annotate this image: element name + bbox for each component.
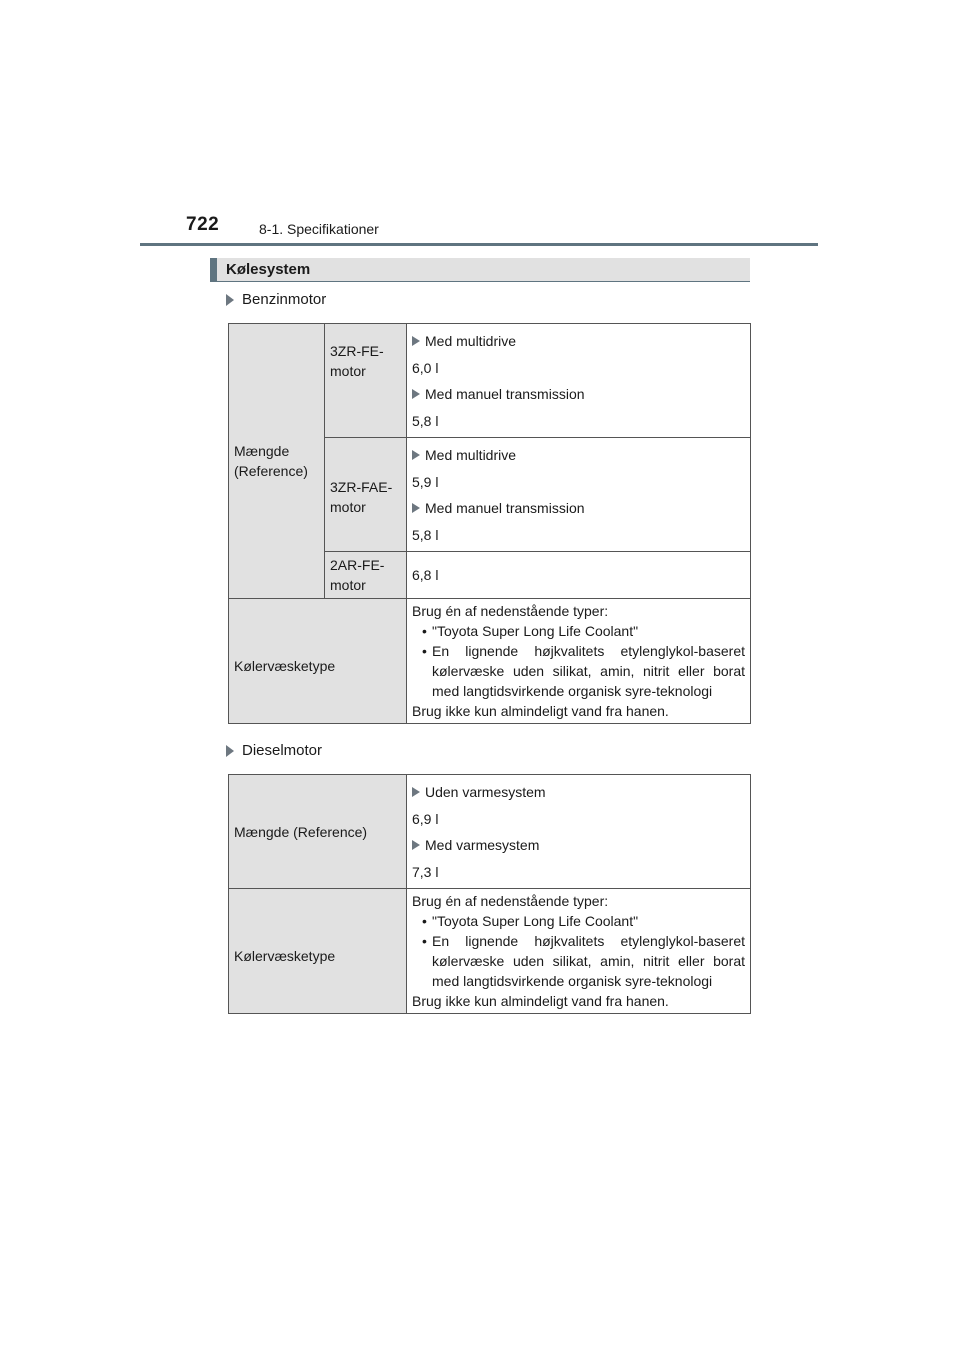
- option-label: [412, 384, 745, 404]
- quantity-label: Mængde (Reference): [229, 775, 407, 889]
- capacity-value: 5,8 l: [412, 412, 439, 429]
- table-row: [229, 889, 751, 1014]
- coolant-note: Brug ikke kun almindeligt vand fra hanen.: [412, 993, 669, 1009]
- capacity-value: 6,8 l: [407, 552, 751, 599]
- capacity-value: 5,8 l: [412, 526, 439, 543]
- page-number: 722: [186, 214, 220, 235]
- triangle-bullet-icon: [412, 503, 420, 513]
- option-label-text: Med multidrive: [425, 446, 517, 463]
- chapter-title: 8-1. Specifikationer: [259, 221, 379, 237]
- capacity-value: 6,0 l: [412, 359, 439, 376]
- section-heading: Kølesystem: [210, 258, 750, 282]
- coolant-type-description: [407, 599, 751, 724]
- engine-capacity: [407, 438, 751, 552]
- coolant-type-list: [412, 911, 745, 991]
- option-label-text: Med manuel transmission: [425, 499, 585, 516]
- diesel-heading-text: Dieselmotor: [242, 742, 323, 759]
- list-item: • "Toyota Super Long Life Coolant": [412, 911, 745, 931]
- triangle-bullet-icon: [412, 389, 420, 399]
- triangle-bullet-icon: [412, 450, 420, 460]
- coolant-type-label: Kølervæsketype: [229, 889, 407, 1014]
- capacity-value: 7,3 l: [412, 863, 439, 880]
- coolant-intro: Brug én af nedenstående typer:: [412, 603, 609, 619]
- option-label-text: Med manuel transmission: [425, 385, 585, 402]
- table-row: [229, 599, 751, 724]
- option-label: [412, 331, 745, 351]
- gasoline-spec-table: [228, 323, 751, 724]
- option-label-text: Uden varmesystem: [425, 783, 546, 800]
- triangle-bullet-icon: [226, 294, 234, 306]
- table-row: [229, 775, 751, 889]
- gasoline-heading-text: Benzinmotor: [242, 291, 327, 308]
- list-item: • En lignende højkvalitets etylenglykol-baseret kølervæske uden silikat, amin, nitrit eller borat med langtidsvirkende organisk syre-teknologi: [412, 931, 745, 991]
- quantity-label: [229, 324, 325, 599]
- coolant-intro: Brug én af nedenstående typer:: [412, 893, 609, 909]
- diesel-capacity: [407, 775, 751, 889]
- option-label-text: Med multidrive: [425, 332, 517, 349]
- engine-name: 3ZR-FE-motor: [325, 324, 407, 438]
- option-label-text: Med varmesystem: [425, 836, 540, 853]
- coolant-type-label: Kølervæsketype: [229, 599, 407, 724]
- quantity-label-text: Mængde (Reference): [234, 443, 308, 479]
- coolant-type-description: [407, 889, 751, 1014]
- engine-name: 3ZR-FAE-motor: [325, 438, 407, 552]
- list-item: • En lignende højkvalitets etylenglykol-baseret kølervæske uden silikat, amin, nitrit eller borat med langtidsvirkende organisk syre-teknologi: [412, 641, 745, 701]
- engine-name: 2AR-FE-motor: [325, 552, 407, 599]
- gasoline-heading: [226, 291, 326, 308]
- option-label: [412, 782, 745, 802]
- coolant-type-list: [412, 621, 745, 701]
- header-divider: [140, 243, 818, 246]
- capacity-value: 5,9 l: [412, 473, 439, 490]
- triangle-bullet-icon: [412, 336, 420, 346]
- diesel-spec-table: [228, 774, 751, 1014]
- triangle-bullet-icon: [412, 787, 420, 797]
- option-label: [412, 445, 745, 465]
- table-row: [229, 324, 751, 438]
- list-item: • "Toyota Super Long Life Coolant": [412, 621, 745, 641]
- triangle-bullet-icon: [226, 745, 234, 757]
- triangle-bullet-icon: [412, 840, 420, 850]
- coolant-note: Brug ikke kun almindeligt vand fra hanen.: [412, 703, 669, 719]
- option-label: [412, 498, 745, 518]
- option-label: [412, 835, 745, 855]
- diesel-heading: [226, 742, 322, 759]
- engine-capacity: [407, 324, 751, 438]
- capacity-value: 6,9 l: [412, 810, 439, 827]
